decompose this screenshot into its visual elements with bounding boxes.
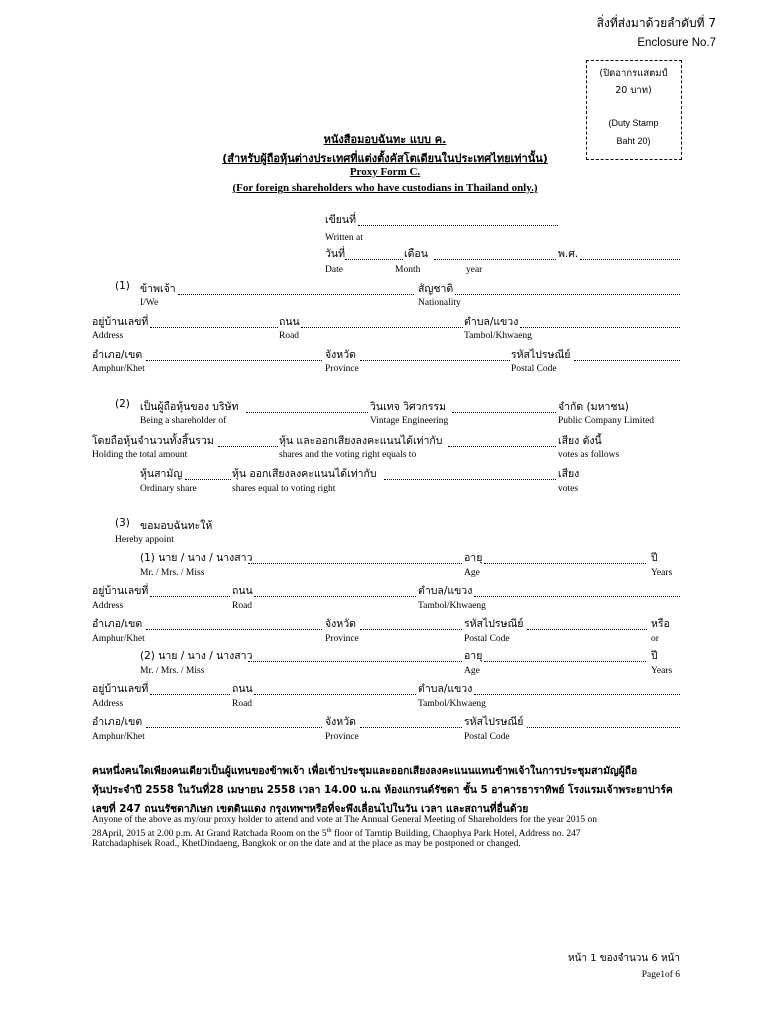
proxy2-age-label-th: อายุ [464, 650, 483, 662]
proxy1-address-field[interactable] [150, 596, 230, 597]
proxy2-years-label-th: ปี [651, 650, 658, 662]
proxy1-amphur-label-en: Amphur/Khet [92, 634, 145, 644]
proxy1-tambol-field[interactable] [474, 596, 680, 597]
proxy2-tambol-label-th: ตำบล/แขวง [418, 683, 473, 695]
proxy2-province-field[interactable] [360, 727, 462, 728]
proxy1-road-label-th: ถนน [232, 585, 253, 597]
section1-number: (1) [115, 280, 130, 292]
ordinary-shares-field[interactable] [185, 479, 231, 480]
voting-right-label-en: shares and the voting right equals to [279, 450, 417, 460]
body-english-line2-a: 28April, 2015 at 2.00 p.m. At Grand Ratchada Room on the 5 [92, 829, 327, 840]
proxy1-road-field[interactable] [254, 596, 416, 597]
proxy2-years-label-en: Years [651, 666, 673, 676]
province-label-th: จังหวัด [325, 349, 356, 361]
proxy2-postal-field[interactable] [527, 727, 680, 728]
nationality-label-en: Nationality [418, 298, 461, 308]
subtitle-english: (For foreign shareholders who have custodians in Thailand only.) [232, 182, 538, 194]
section3-number: (3) [115, 517, 130, 529]
ordinary-votes-unit-th: เสียง [558, 468, 580, 480]
tambol-label-en: Tambol/Khwaeng [464, 331, 532, 341]
proxy1-province-label-th: จังหวัด [325, 618, 356, 630]
road-field[interactable] [301, 327, 463, 328]
proxy2-address-label-th: อยู่บ้านเลขที่ [92, 683, 149, 695]
ordinary-voting-label-en: shares equal to voting right [232, 484, 336, 494]
address-label-th: อยู่บ้านเลขที่ [92, 316, 149, 328]
proxy1-name-field[interactable] [248, 563, 462, 564]
title-english: Proxy Form C. [349, 166, 421, 178]
proxy2-address-field[interactable] [150, 694, 230, 695]
proxy1-amphur-field[interactable] [146, 629, 322, 630]
body-english-superscript: th [326, 827, 332, 834]
proxy2-province-label-en: Province [325, 732, 359, 742]
page-number-english: Page1of 6 [641, 970, 680, 980]
enclosure-thai: สิ่งที่ส่งมาด้วยลำดับที่ 7 [596, 16, 716, 30]
proxy1-years-label-en: Years [651, 568, 673, 578]
proxy2-province-label-th: จังหวัด [325, 716, 356, 728]
proxy1-years-label-th: ปี [651, 552, 658, 564]
body-english-line2 [92, 827, 581, 839]
amphur-field[interactable] [146, 360, 322, 361]
proxy1-road-label-en: Road [232, 601, 253, 611]
amphur-label-th: อำเภอ/เขต [92, 349, 143, 361]
month-field[interactable] [434, 259, 556, 260]
proxy2-address-label-en: Address [92, 699, 124, 709]
address-field[interactable] [150, 327, 278, 328]
stamp-thai-line2: 20 บาท) [615, 85, 652, 96]
page-number-thai: หน้า 1 ของจำนวน 6 หน้า [567, 953, 680, 964]
company-prefix-dots [246, 412, 368, 413]
votes-follows-label-th: เสียง ดังนี้ [558, 435, 602, 447]
proxy1-age-label-th: อายุ [464, 552, 483, 564]
proxy2-age-field[interactable] [484, 661, 646, 662]
stamp-thai-line1: (ปิดอากรแสตมป์ [599, 68, 668, 79]
proxy2-tambol-label-en: Tambol/Khwaeng [418, 699, 486, 709]
ordinary-votes-unit-en: votes [558, 484, 579, 494]
total-shares-label-th: โดยถือหุ้นจำนวนทั้งสิ้นรวม [92, 435, 214, 447]
proxy1-address-label-th: อยู่บ้านเลขที่ [92, 585, 149, 597]
proxy1-address-label-en: Address [92, 601, 124, 611]
postal-label-en: Postal Code [511, 364, 557, 374]
proxy1-postal-field[interactable] [527, 629, 647, 630]
proxy2-age-label-en: Age [464, 666, 480, 676]
month-label-en: Month [395, 265, 421, 275]
shareholder-label-th: เป็นผู้ถือหุ้นของ บริษัท [140, 401, 239, 413]
tambol-label-th: ตำบล/แขวง [464, 316, 519, 328]
body-thai-line3: เลขที่ 247 ถนนรัชดาภิเษก เขตดินแดง กรุงเทพฯหรือที่จะพึงเลื่อนไปในวัน เวลา และสถานที่อื่นด้วย [92, 803, 529, 815]
proxy1-age-label-en: Age [464, 568, 480, 578]
appoint-label-th: ขอมอบฉันทะให้ [140, 520, 213, 532]
year-label-en: year [466, 265, 483, 275]
section2-number: (2) [115, 398, 130, 410]
total-shares-field[interactable] [218, 446, 278, 447]
proxy2-amphur-field[interactable] [146, 727, 322, 728]
iwe-label-th: ข้าพเจ้า [140, 283, 176, 295]
shareholder-label-en: Being a shareholder of [140, 416, 227, 426]
proxy1-tambol-label-en: Tambol/Khwaeng [418, 601, 486, 611]
proxy1-age-field[interactable] [484, 563, 646, 564]
proxy2-name-field[interactable] [248, 661, 462, 662]
proxy1-postal-label-th: รหัสไปรษณีย์ [464, 618, 524, 630]
nationality-label-th: สัญชาติ [418, 283, 454, 295]
address-label-en: Address [92, 331, 124, 341]
company-type-th: จำกัด (มหาชน) [558, 401, 629, 413]
written-at-label-en: Written at [325, 233, 363, 243]
proxy1-title-en: Mr. / Mrs. / Miss [140, 568, 205, 578]
proxy1-province-field[interactable] [360, 629, 462, 630]
proxy1-or-label-en: or [651, 634, 659, 644]
title-thai: หนังสือมอบฉันทะ แบบ ค. [323, 133, 447, 146]
total-shares-label-en: Holding the total amount [92, 450, 188, 460]
total-votes-field[interactable] [448, 446, 556, 447]
body-english-line3: Ratchadaphisek Road., KhetDindaeng, Bangkok or on the date and at the place as may be postponed or changed. [92, 839, 521, 849]
proxy1-amphur-label-th: อำเภอ/เขต [92, 618, 143, 630]
enclosure-english: Enclosure No.7 [637, 37, 716, 49]
nationality-field[interactable] [455, 294, 680, 295]
body-thai-line2: หุ้นประจำปี 2558 ในวันที่28 เมษายน 2558 เวลา 14.00 น.ณ ห้องแกรนด์รัชดา ชั้น 5 อาคารธาราทิพย์ โรงแรมเจ้าพระยาปาร์ค [92, 784, 673, 796]
ordinary-share-label-th: หุ้นสามัญ [140, 468, 183, 480]
company-name-th: วินเทจ วิศวกรรม [370, 401, 447, 413]
province-field[interactable] [360, 360, 510, 361]
company-suffix-dots [452, 412, 556, 413]
postal-field[interactable] [574, 360, 680, 361]
province-label-en: Province [325, 364, 359, 374]
body-english-line2-b: floor of Tarntip Building, Chaophya Park Hotel, Address no. 247 [331, 829, 581, 840]
proxy1-province-label-en: Province [325, 634, 359, 644]
proxy2-road-label-th: ถนน [232, 683, 253, 695]
year-label-th: พ.ศ. [558, 248, 579, 260]
ordinary-share-label-en: Ordinary share [140, 484, 197, 494]
road-label-th: ถนน [279, 316, 300, 328]
subtitle-thai: (สำหรับผู้ถือหุ้นต่างประเทศที่แต่งตั้งคัสโตเดียนในประเทศไทยเท่านั้น) [222, 152, 548, 165]
proxy2-postal-label-th: รหัสไปรษณีย์ [464, 716, 524, 728]
month-label-th: เดือน [404, 248, 428, 260]
proxy1-tambol-label-th: ตำบล/แขวง [418, 585, 473, 597]
proxy1-title-th: (1) นาย / นาง / นางสาว [140, 552, 253, 564]
voting-right-label-th: หุ้น และออกเสียงลงคะแนนได้เท่ากับ [279, 435, 443, 447]
ordinary-votes-field[interactable] [384, 479, 556, 480]
body-thai-line1: คนหนึ่งคนใดเพียงคนเดียวเป็นผู้แทนของข้าพเจ้า เพื่อเข้าประชุมและออกเสียงลงคะแนนแทนข้าพเจ้าในการประชุมสามัญผู้ถือ [92, 765, 638, 777]
company-name-en: Vintage Engineering [370, 416, 449, 426]
date-label-en: Date [325, 265, 343, 275]
year-field[interactable] [580, 259, 680, 260]
proxy2-road-field[interactable] [254, 694, 416, 695]
company-type-en: Public Company Limited [558, 416, 655, 426]
proxy2-amphur-label-en: Amphur/Khet [92, 732, 145, 742]
proxy2-postal-label-en: Postal Code [464, 732, 510, 742]
proxy2-road-label-en: Road [232, 699, 253, 709]
stamp-english-line2: Baht 20) [616, 136, 651, 146]
tambol-field[interactable] [520, 327, 680, 328]
ordinary-voting-label-th: หุ้น ออกเสียงลงคะแนนได้เท่ากับ [232, 468, 377, 480]
date-field[interactable] [345, 259, 403, 260]
proxy2-title-en: Mr. / Mrs. / Miss [140, 666, 205, 676]
proxy2-title-th: (2) นาย / นาง / นางสาว [140, 650, 253, 662]
written-at-label-th: เขียนที่ [325, 214, 357, 226]
body-english-line1: Anyone of the above as my/our proxy holder to attend and vote at The Annual General Meeting of Shareholders for the year 2015 on [92, 815, 598, 825]
proxy1-or-label-th: หรือ [651, 618, 670, 630]
proxy1-postal-label-en: Postal Code [464, 634, 510, 644]
proxy2-tambol-field[interactable] [474, 694, 680, 695]
iwe-label-en: I/We [140, 298, 159, 308]
postal-label-th: รหัสไปรษณีย์ [511, 349, 571, 361]
appoint-label-en: Hereby appoint [115, 535, 174, 545]
name-field[interactable] [178, 294, 414, 295]
proxy2-amphur-label-th: อำเภอ/เขต [92, 716, 143, 728]
stamp-english-line1: (Duty Stamp [608, 118, 659, 128]
road-label-en: Road [279, 331, 300, 341]
votes-follows-label-en: votes as follows [558, 450, 620, 460]
written-at-field[interactable] [358, 225, 558, 226]
amphur-label-en: Amphur/Khet [92, 364, 145, 374]
date-label-th: วันที่ [325, 248, 345, 260]
